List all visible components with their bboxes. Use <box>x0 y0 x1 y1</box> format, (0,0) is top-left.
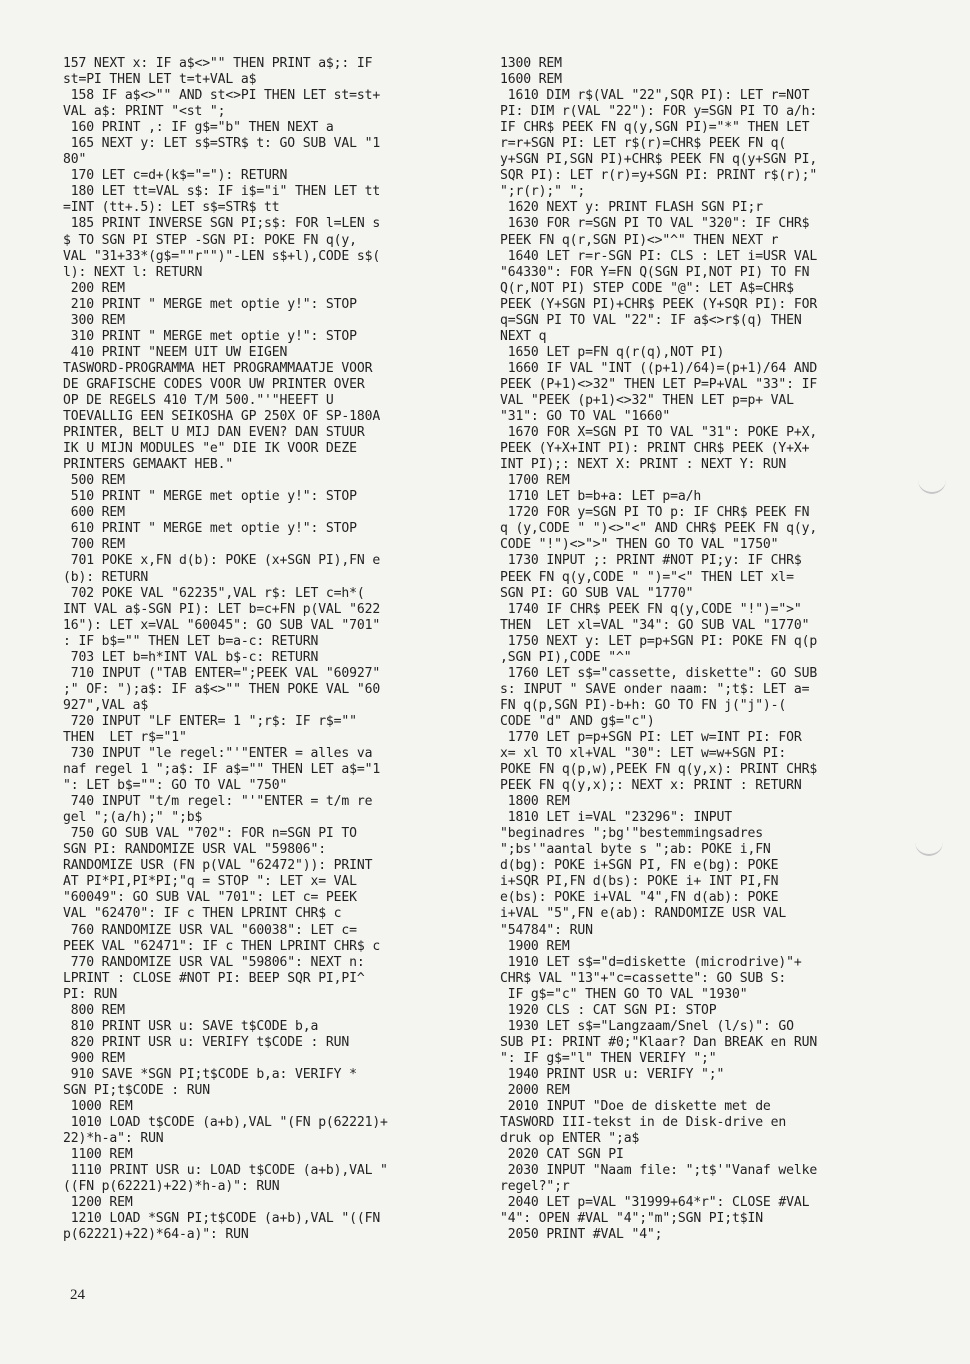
left-code-line: 300 REM <box>63 312 125 328</box>
right-code-line: "31": GO TO VAL "1660" <box>500 409 671 425</box>
left-code-line: 700 REM <box>63 537 125 553</box>
right-code-line: 1300 REM <box>500 56 562 71</box>
left-code-line: 200 REM <box>63 280 125 296</box>
right-code-line: CODE "!")<>">" THEN GO TO VAL "1750" <box>500 537 779 553</box>
left-code-line: THEN LET r$="1" <box>63 729 187 745</box>
right-code-line: CHR$ VAL "13"+"c=cassette": GO SUB S: <box>500 970 787 986</box>
right-code-line: "4": OPEN #VAL "4";"m";SGN PI;t$IN <box>500 1211 763 1227</box>
left-code-line: 1000 REM <box>63 1099 133 1115</box>
right-code-line: ";bs'"aantal byte s ";ab: POKE i,FN <box>500 842 771 858</box>
right-code-line: regel?";r <box>500 1179 570 1195</box>
left-code-line: ((FN p(62221)+22)*h-a)": RUN <box>63 1179 280 1195</box>
right-code-line: r=r+SGN PI: LET r$(r)=CHR$ PEEK FN q( <box>500 136 787 152</box>
left-code-line: INT VAL a$-SGN PI): LET b=c+FN p(VAL "622 <box>63 601 381 617</box>
left-code-line: RANDOMIZE USR (FN p(VAL "62472")): PRINT <box>63 858 373 874</box>
right-code-line: PEEK FN q(y,x);: NEXT x: PRINT : RETURN <box>500 778 802 794</box>
left-code-line: VAL "31+33*(g$=""r"")"-LEN s$+l),CODE s$( <box>63 248 381 264</box>
right-code-line: 1610 DIM r$(VAL "22",SQR PI): LET r=NOT <box>500 88 810 104</box>
left-code-line: 170 LET c=d+(k$="="): RETURN <box>63 168 288 184</box>
left-code-line: 410 PRINT "NEEM UIT UW EIGEN <box>63 344 288 360</box>
right-code-line: 2050 PRINT #VAL "4"; <box>500 1227 663 1243</box>
left-code-line: 185 PRINT INVERSE SGN PI;s$: FOR l=LEN s <box>63 216 381 232</box>
left-code-line: 910 SAVE *SGN PI;t$CODE b,a: VERIFY * <box>63 1066 357 1082</box>
left-code-line: 760 RANDOMIZE USR VAL "60038": LET c= <box>63 922 357 938</box>
left-code-line: 1200 REM <box>63 1195 133 1211</box>
right-code-line: druk op ENTER ";a$ <box>500 1131 640 1147</box>
left-code-line: 703 LET b=h*INT VAL b$-c: RETURN <box>63 649 319 665</box>
right-code-line: PI: DIM r(VAL "22"): FOR y=SGN PI TO a/h: <box>500 104 818 120</box>
right-code-line: i+VAL "5",FN e(ab): RANDOMIZE USR VAL <box>500 906 787 922</box>
right-code-line: 2020 CAT SGN PI <box>500 1147 624 1163</box>
right-code-line: 1720 FOR y=SGN PI TO p: IF CHR$ PEEK FN <box>500 505 810 521</box>
right-code-line: VAL "PEEK (p+1)<>32" THEN LET p=p+ VAL <box>500 392 794 408</box>
right-code-line: "64330": FOR Y=FN Q(SGN PI,NOT PI) TO FN <box>500 264 810 280</box>
left-code-line: 770 RANDOMIZE USR VAL "59806": NEXT n: <box>63 954 365 970</box>
left-code-line: ": LET b$="": GO TO VAL "750" <box>63 778 288 794</box>
right-code-line: ";r(r);" "; <box>500 184 586 200</box>
right-code-line: 2000 REM <box>500 1083 570 1098</box>
left-code-line: PRINTERS GEMAAKT HEB." <box>63 457 234 473</box>
right-code-line: "54784": RUN <box>500 922 593 938</box>
left-code-line: 180 LET tt=VAL s$: IF i$="i" THEN LET tt <box>63 184 381 200</box>
left-code-line: 701 POKE x,FN d(b): POKE (x+SGN PI),FN e <box>63 553 381 569</box>
right-code-line: CODE "d" AND g$="c") <box>500 713 655 729</box>
left-code-line: 720 INPUT "LF ENTER= 1 ";r$: IF r$="" <box>63 713 357 729</box>
right-code-line: ": IF g$="l" THEN VERIFY ";" <box>500 1050 717 1066</box>
left-code-line: PRINTER, BELT U MIJ DAN EVEN? DAN STUUR <box>63 425 365 441</box>
left-code-line: (b): RETURN <box>63 569 149 585</box>
left-code-line: 500 REM <box>63 473 125 489</box>
right-code-line: 1600 REM <box>500 72 562 88</box>
right-code-line: 2040 LET p=VAL "31999+64*r": CLOSE #VAL <box>500 1195 810 1211</box>
right-code-line: q=SGN PI TO VAL "22": IF a$<>r$(q) THEN <box>500 312 802 328</box>
left-code-line: 22)*h-a": RUN <box>63 1131 164 1147</box>
right-code-line: s: INPUT " SAVE onder naam: ";t$: LET a= <box>500 681 810 697</box>
right-code-line: 1920 CLS : CAT SGN PI: STOP <box>500 1002 717 1018</box>
left-code-line: 800 REM <box>63 1002 125 1018</box>
left-code-line: 1100 REM <box>63 1147 133 1163</box>
right-code-line: TASWORD III-tekst in de Disk-drive en <box>500 1115 787 1131</box>
left-code-line: OP DE REGELS 410 T/M 500."'"HEEFT U <box>63 392 334 408</box>
left-code-line: 310 PRINT " MERGE met optie y!": STOP <box>63 328 357 344</box>
left-code-line: ;" OF: ");a$: IF a$<>"" THEN POKE VAL "60 <box>63 681 381 697</box>
right-code-line: NEXT q <box>500 328 547 344</box>
right-code-line: 1710 LET b=b+a: LET p=a/h <box>500 489 702 505</box>
left-code-line: SGN PI: RANDOMIZE USR VAL "59806": <box>63 842 326 858</box>
left-code-line: VAL a$: PRINT "<st "; <box>63 104 226 120</box>
left-code-line: 600 REM <box>63 505 125 521</box>
left-code-line: 210 PRINT " MERGE met optie y!": STOP <box>63 296 357 312</box>
left-code-line: SGN PI;t$CODE : RUN <box>63 1083 210 1098</box>
left-code-line: 702 POKE VAL "62235",VAL r$: LET c=h*( <box>63 585 365 601</box>
right-code-line: 1620 NEXT y: PRINT FLASH SGN PI;r <box>500 200 763 216</box>
left-code-line: 158 IF a$<>"" AND st<>PI THEN LET st=st+ <box>63 88 381 104</box>
right-code-line: POKE FN q(p,w),PEEK FN q(y,x): PRINT CHR$ <box>500 762 818 778</box>
left-code-line: : IF b$="" THEN LET b=a-c: RETURN <box>63 633 319 649</box>
right-code-line: 1910 LET s$="d=diskette (microdrive)"+ <box>500 954 802 970</box>
binder-hole-bottom <box>915 832 943 856</box>
left-code-line: "60049": GO SUB VAL "701": LET c= PEEK <box>63 890 357 906</box>
right-code-line: 1730 INPUT ;: PRINT #NOT PI;y: IF CHR$ <box>500 553 802 569</box>
left-code-line: 900 REM <box>63 1050 125 1066</box>
right-code-line: "beginadres ";bg'"bestemmingsadres <box>500 826 763 842</box>
binder-hole-top <box>918 470 946 494</box>
left-code-line: TASWORD-PROGRAMMA HET PROGRAMMAATJE VOOR <box>63 360 373 376</box>
right-code-line: 1670 FOR X=SGN PI TO VAL "31": POKE P+X, <box>500 425 818 441</box>
page-number: 24 <box>70 1287 85 1303</box>
right-code-line: IF g$="c" THEN GO TO VAL "1930" <box>500 986 748 1002</box>
right-code-line: SQR PI): LET r(r)=y+SGN PI: PRINT r$(r);" <box>500 168 818 184</box>
right-code-line: PEEK FN q(y,CODE " ")="<" THEN LET xl= <box>500 569 794 585</box>
right-code-line: 1630 FOR r=SGN PI TO VAL "320": IF CHR$ <box>500 216 810 232</box>
right-code-line: q (y,CODE " ")<>"<" AND CHR$ PEEK FN q(y, <box>500 521 818 537</box>
left-code-line: AT PI*PI,PI*PI;"q = STOP ": LET x= VAL <box>63 874 357 890</box>
left-code-line: 710 INPUT ("TAB ENTER=";PEEK VAL "60927" <box>63 665 381 681</box>
left-code-line: PEEK VAL "62471": IF c THEN LPRINT CHR$ c <box>63 938 381 954</box>
left-code-line: VAL "62470": IF c THEN LPRINT CHR$ c <box>63 906 342 922</box>
left-code-line: gel ";(a/h);" ";b$ <box>63 810 203 826</box>
right-code-line: PEEK (Y+SGN PI)+CHR$ PEEK (Y+SQR PI): FOR <box>500 296 818 312</box>
right-code-line: FN q(p,SGN PI)-b+h: GO TO FN j("j")-( <box>500 697 787 713</box>
left-code-line: 810 PRINT USR u: SAVE t$CODE b,a <box>63 1018 319 1034</box>
right-code-line: SUB PI: PRINT #0;"Klaar? Dan BREAK en RUN <box>500 1034 818 1050</box>
right-code-line: 1700 REM <box>500 473 570 489</box>
left-code-line: DE GRAFISCHE CODES VOOR UW PRINTER OVER <box>63 376 365 392</box>
left-code-line: 740 INPUT "t/m regel: "'"ENTER = t/m re <box>63 794 373 810</box>
left-code-line: LPRINT : CLOSE #NOT PI: BEEP SQR PI,PI^ <box>63 970 365 986</box>
left-code-line: 1210 LOAD *SGN PI;t$CODE (a+b),VAL "((FN <box>63 1211 381 1227</box>
left-code-line: IK U MIJN MODULES "e" DIE IK VOOR DEZE <box>63 441 357 457</box>
right-code-line: 1640 LET r=r-SGN PI: CLS : LET i=USR VAL <box>500 248 818 264</box>
left-code-line: TOEVALLIG EEN SEIKOSHA GP 250X OF SP-180A <box>63 409 381 425</box>
right-code-line: d(bg): POKE i+SGN PI, FN e(bg): POKE <box>500 858 779 874</box>
right-code-line: INT PI);: NEXT X: PRINT : NEXT Y: RUN <box>500 457 787 473</box>
left-code-line: 730 INPUT "le regel:"'"ENTER = alles va <box>63 746 373 762</box>
right-code-line: SGN PI: GO SUB VAL "1770" <box>500 585 694 601</box>
right-code-line: Q(r,NOT PI) STEP CODE "@": LET A$=CHR$ <box>500 280 794 296</box>
right-code-line: 1740 IF CHR$ PEEK FN q(y,CODE "!")=">" <box>500 601 802 617</box>
right-code-line: i+SQR PI,FN d(bs): POKE i+ INT PI,FN <box>500 874 779 890</box>
right-code-line: y+SGN PI,SGN PI)+CHR$ PEEK FN q(y+SGN PI, <box>500 152 818 168</box>
left-code-line: 165 NEXT y: LET s$=STR$ t: GO SUB VAL "1 <box>63 136 381 152</box>
right-code-line: THEN LET xl=VAL "34": GO SUB VAL "1770" <box>500 617 810 633</box>
left-code-line: p(62221)+22)*64-a)": RUN <box>63 1227 249 1243</box>
right-code-line: 1770 LET p=p+SGN PI: LET w=INT PI: FOR <box>500 729 802 745</box>
left-code-line: PI: RUN <box>63 986 118 1002</box>
right-code-line: 1810 LET i=VAL "23296": INPUT <box>500 810 732 826</box>
left-code-line: 160 PRINT ,: IF g$="b" THEN NEXT a <box>63 120 334 136</box>
left-code-line: st=PI THEN LET t=t+VAL a$ <box>63 72 257 88</box>
left-code-column <box>63 56 388 1243</box>
right-code-line: 2030 INPUT "Naam file: ";t$'"Vanaf welke <box>500 1163 818 1179</box>
right-code-column <box>500 56 817 1243</box>
right-code-line: 2010 INPUT "Doe de diskette met de <box>500 1099 771 1115</box>
left-code-line: $ TO SGN PI STEP -SGN PI: POKE FN q(y, <box>63 232 357 248</box>
right-code-line: PEEK (Y+X+INT PI): PRINT CHR$ PEEK (Y+X+ <box>500 441 810 457</box>
right-code-line: 1800 REM <box>500 794 570 810</box>
right-code-line: 1660 IF VAL "INT ((p+1)/64)=(p+1)/64 AND <box>500 360 818 376</box>
right-code-line: 1930 LET s$="Langzaam/Snel (l/s)": GO <box>500 1018 794 1034</box>
left-code-line: 820 PRINT USR u: VERIFY t$CODE : RUN <box>63 1034 350 1050</box>
right-code-line: 1750 NEXT y: LET p=p+SGN PI: POKE FN q(p <box>500 633 818 649</box>
right-code-line: IF CHR$ PEEK FN q(y,SGN PI)="*" THEN LET <box>500 120 810 136</box>
left-code-line: =INT (tt+.5): LET s$=STR$ tt <box>63 200 280 216</box>
right-code-line: PEEK FN q(r,SGN PI)<>"^" THEN NEXT r <box>500 232 779 248</box>
right-code-line: 1900 REM <box>500 938 570 954</box>
left-code-line: 750 GO SUB VAL "702": FOR n=SGN PI TO <box>63 826 357 842</box>
left-code-line: 157 NEXT x: IF a$<>"" THEN PRINT a$;: IF <box>63 56 373 71</box>
left-code-line: 80" <box>63 152 87 168</box>
left-code-line: 16"): LET x=VAL "60045": GO SUB VAL "701" <box>63 617 381 633</box>
left-code-line: l): NEXT l: RETURN <box>63 264 203 280</box>
left-code-line: naf regel 1 ";a$: IF a$="" THEN LET a$="1 <box>63 762 381 778</box>
left-code-line: 1010 LOAD t$CODE (a+b),VAL "(FN p(62221)+ <box>63 1115 388 1131</box>
left-code-line: 510 PRINT " MERGE met optie y!": STOP <box>63 489 357 505</box>
left-code-line: 610 PRINT " MERGE met optie y!": STOP <box>63 521 357 537</box>
left-code-line: 927",VAL a$ <box>63 697 149 713</box>
left-code-line: 1110 PRINT USR u: LOAD t$CODE (a+b),VAL " <box>63 1163 388 1179</box>
right-code-line: x= xl TO xl+VAL "30": LET w=w+SGN PI: <box>500 746 787 762</box>
right-code-line: e(bs): POKE i+VAL "4",FN d(ab): POKE <box>500 890 779 906</box>
right-code-line: 1650 LET p=FN q(r(q),NOT PI) <box>500 344 725 360</box>
right-code-line: PEEK (P+1)<>32" THEN LET P=P+VAL "33": IF <box>500 376 818 392</box>
right-code-line: ,SGN PI),CODE "^" <box>500 649 632 665</box>
right-code-line: 1760 LET s$="cassette, diskette": GO SUB <box>500 665 818 681</box>
right-code-line: 1940 PRINT USR u: VERIFY ";" <box>500 1066 725 1082</box>
